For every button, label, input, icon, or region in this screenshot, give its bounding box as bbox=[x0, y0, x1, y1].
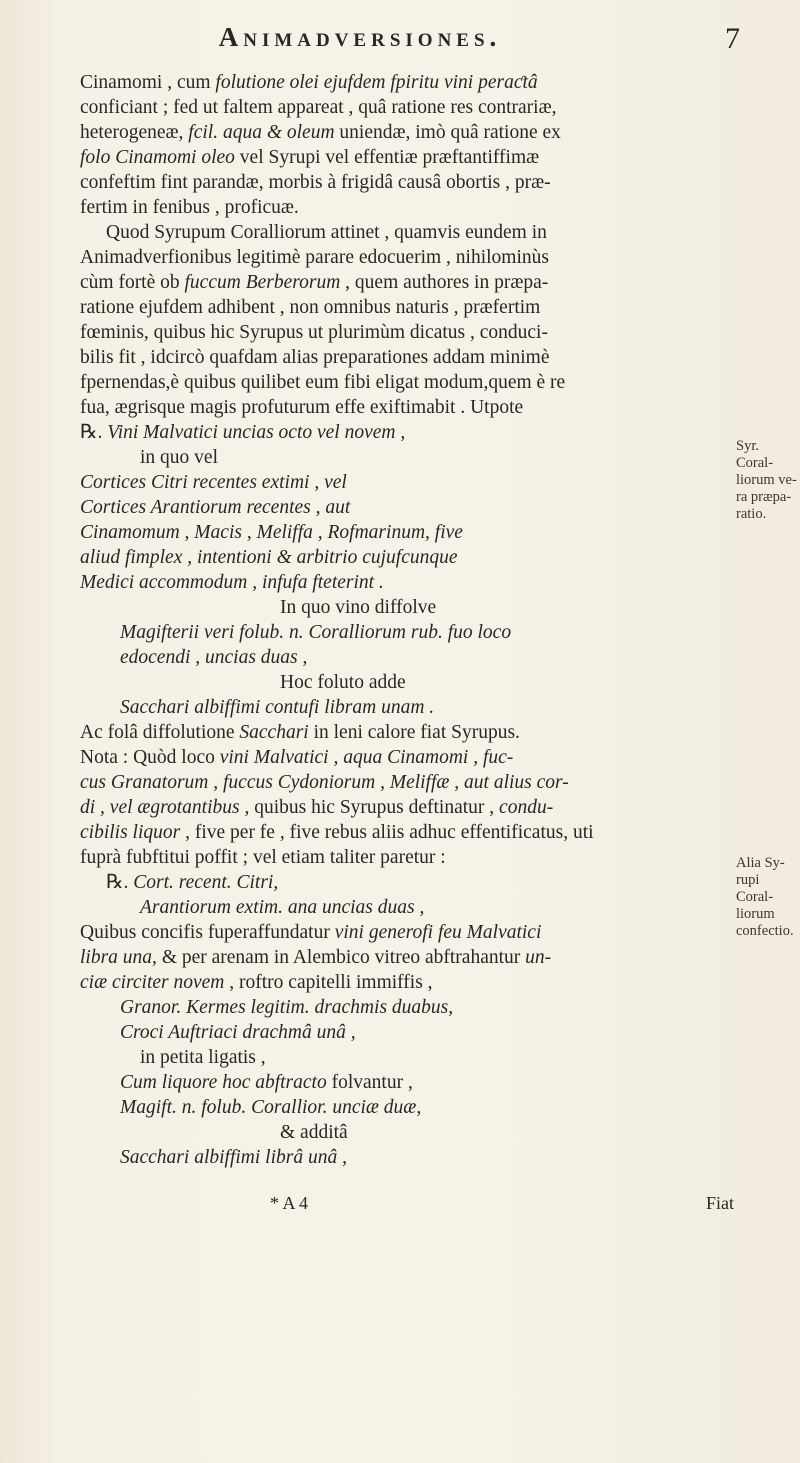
italic-segment: Cortices Citri recentes extimi , vel bbox=[80, 472, 347, 493]
italic-segment: Cum liquore hoc abftracto bbox=[120, 1072, 327, 1093]
italic-segment: Medici accommodum , infufa fteterint . bbox=[80, 572, 384, 593]
text-segment: bilis fit , idcircò quafdam alias preparationes addam minimè bbox=[80, 347, 550, 368]
italic-segment: Vini Malvatici uncias octo vel novem , bbox=[107, 422, 406, 443]
text-segment: Ac folâ diffolutione bbox=[80, 722, 240, 743]
italic-segment: ciæ circiter novem bbox=[80, 972, 225, 993]
text-line bbox=[80, 820, 705, 845]
text-line bbox=[80, 345, 705, 370]
italic-segment: vini Malvatici , aqua Cinamomi , fuc- bbox=[219, 747, 514, 768]
text-segment: , quibus hic Syrupus deftinatur , bbox=[239, 797, 500, 818]
text-line bbox=[80, 470, 705, 495]
text-line bbox=[80, 745, 705, 770]
text-line bbox=[80, 1070, 705, 1095]
body-text bbox=[80, 70, 705, 1170]
text-line bbox=[80, 1020, 705, 1045]
italic-segment: Sacchari albiffimi librâ unâ , bbox=[120, 1147, 347, 1168]
text-segment: in leni calore fiat Syrupus. bbox=[308, 722, 520, 743]
text-line bbox=[80, 645, 705, 670]
text-line bbox=[80, 1145, 705, 1170]
text-segment: fœminis, quibus hic Syrupus ut plurimùm dicatus , conduci- bbox=[80, 322, 548, 343]
italic-segment: un- bbox=[525, 947, 552, 968]
text-line bbox=[80, 845, 705, 870]
text-segment: confeftim fint parandæ, morbis à frigidâ causâ obortis , præ- bbox=[80, 172, 551, 193]
text-line bbox=[80, 795, 705, 820]
text-line bbox=[80, 445, 705, 470]
text-line bbox=[80, 270, 705, 295]
text-segment: & additâ bbox=[280, 1122, 348, 1143]
text-segment: Hoc foluto adde bbox=[280, 672, 406, 693]
text-segment: ratione ejufdem adhibent , non omnibus naturis , præfertim bbox=[80, 297, 541, 318]
text-line bbox=[80, 70, 705, 95]
text-segment: ℞. bbox=[106, 872, 134, 893]
italic-segment: Croci Auftriaci drachmâ unâ , bbox=[120, 1022, 356, 1043]
text-segment: conficiant ; fed ut faltem appareat , quâ ratione res contrariæ, bbox=[80, 97, 557, 118]
text-line bbox=[80, 870, 705, 895]
text-line bbox=[80, 220, 705, 245]
text-line bbox=[80, 520, 705, 545]
text-line bbox=[80, 995, 705, 1020]
text-segment: in quo vel bbox=[140, 447, 218, 468]
text-line bbox=[80, 570, 705, 595]
text-line bbox=[80, 395, 705, 420]
text-line bbox=[80, 420, 705, 445]
italic-segment: libra una, bbox=[80, 947, 157, 968]
margin-note-alternative-syrup: Alia Sy- rupi Coral- liorum confectio. bbox=[736, 855, 794, 939]
text-line bbox=[80, 295, 705, 320]
italic-segment: fcil. aqua & oleum bbox=[188, 122, 335, 143]
text-segment: uniendæ, imò quâ ratione ex bbox=[334, 122, 561, 143]
text-line bbox=[80, 945, 705, 970]
italic-segment: Cortices Arantiorum recentes , aut bbox=[80, 497, 351, 518]
text-segment: folvantur , bbox=[326, 1072, 413, 1093]
text-segment: , quem authores in præpa- bbox=[340, 272, 549, 293]
italic-segment: condu- bbox=[499, 797, 554, 818]
signature-mark: * A 4 bbox=[270, 1193, 309, 1213]
text-line bbox=[80, 1120, 705, 1145]
text-line bbox=[80, 895, 705, 920]
text-segment: & per arenam in Alembico vitreo abftrahantur bbox=[156, 947, 526, 968]
text-line bbox=[80, 920, 705, 945]
text-segment: ℞. bbox=[80, 422, 108, 443]
italic-segment: Sacchari albiffimi contufi libram unam . bbox=[120, 697, 435, 718]
text-segment: fpernendas,è quibus quilibet eum fibi eligat modum,quem è re bbox=[80, 372, 566, 393]
text-segment: , roftro capitelli immiffis , bbox=[224, 972, 433, 993]
italic-segment: Granor. Kermes legitim. drachmis duabus, bbox=[120, 997, 454, 1018]
text-segment: Quibus concifis fuperaffundatur bbox=[80, 922, 335, 943]
text-segment: in petita ligatis , bbox=[140, 1047, 266, 1068]
italic-segment: edocendi , uncias duas , bbox=[120, 647, 308, 668]
text-line bbox=[80, 770, 705, 795]
text-line bbox=[80, 595, 705, 620]
text-segment: Nota : Quòd loco bbox=[80, 747, 220, 768]
text-segment: Quod Syrupum Coralliorum attinet , quamvis eundem in bbox=[106, 222, 547, 243]
text-segment: , five per fe , five rebus aliis adhuc effentificatus, uti bbox=[180, 822, 594, 843]
margin-note-syrup-preparation: Syr. Coral- liorum ve- ra præpa- ratio. bbox=[736, 438, 797, 522]
text-line bbox=[80, 720, 705, 745]
italic-segment: Sacchari bbox=[239, 722, 309, 743]
catchword: Fiat bbox=[706, 1193, 735, 1213]
italic-segment: cus Granatorum , fuccus Cydoniorum , Meliffæ , aut alius cor- bbox=[80, 772, 569, 793]
text-line bbox=[80, 545, 705, 570]
text-line bbox=[80, 320, 705, 345]
text-line bbox=[80, 170, 705, 195]
italic-segment: Magift. n. folub. Corallior. unciæ duæ, bbox=[120, 1097, 422, 1118]
text-line bbox=[80, 145, 705, 170]
text-line bbox=[80, 670, 705, 695]
italic-segment: aliud fimplex , intentioni & arbitrio cujufcunque bbox=[80, 547, 458, 568]
page-header bbox=[100, 22, 740, 66]
text-segment: In quo vino diffolve bbox=[280, 597, 437, 618]
italic-segment: vini generofi feu Malvatici bbox=[334, 922, 542, 943]
italic-segment: Arantiorum extim. ana uncias duas , bbox=[140, 897, 425, 918]
text-segment: vel Syrupi vel effentiæ præftantiffimæ bbox=[234, 147, 540, 168]
text-line bbox=[80, 195, 705, 220]
italic-segment: cibilis liquor bbox=[80, 822, 181, 843]
italic-segment: Cort. recent. Citri, bbox=[133, 872, 279, 893]
text-segment: fua, ægrisque magis profuturum effe exiftimabit . Utpote bbox=[80, 397, 524, 418]
text-line bbox=[80, 95, 705, 120]
text-segment: heterogeneæ, bbox=[80, 122, 189, 143]
running-head: Animadversiones. bbox=[218, 22, 502, 52]
text-segment: cùm fortè ob bbox=[80, 272, 185, 293]
text-line bbox=[80, 970, 705, 995]
text-line bbox=[80, 1095, 705, 1120]
text-segment: fertim in fenibus , proficuæ. bbox=[80, 197, 299, 218]
text-segment: Animadverfionibus legitimè parare edocuerim , nihilominùs bbox=[80, 247, 549, 268]
text-line bbox=[80, 1045, 705, 1070]
italic-segment: di , vel ægrotantibus bbox=[80, 797, 240, 818]
text-line bbox=[80, 120, 705, 145]
text-segment: Cinamomi , cum bbox=[80, 72, 216, 93]
text-line bbox=[80, 370, 705, 395]
italic-segment: Magifterii veri folub. n. Coralliorum rub. fuo loco bbox=[120, 622, 512, 643]
italic-segment: Cinamomum , Macis , Meliffa , Rofmarinum, five bbox=[80, 522, 463, 543]
text-line bbox=[80, 495, 705, 520]
text-line bbox=[80, 695, 705, 720]
page-number: 7 bbox=[725, 22, 740, 55]
text-line bbox=[80, 245, 705, 270]
text-line bbox=[80, 620, 705, 645]
italic-segment: fuccum Berberorum bbox=[184, 272, 341, 293]
text-segment: fuprà fubftitui poffit ; vel etiam taliter paretur : bbox=[80, 847, 446, 868]
italic-segment: folutione olei ejufdem fpiritu vini peraƈtâ bbox=[215, 72, 538, 93]
italic-segment: folo Cinamomi oleo bbox=[80, 147, 235, 168]
